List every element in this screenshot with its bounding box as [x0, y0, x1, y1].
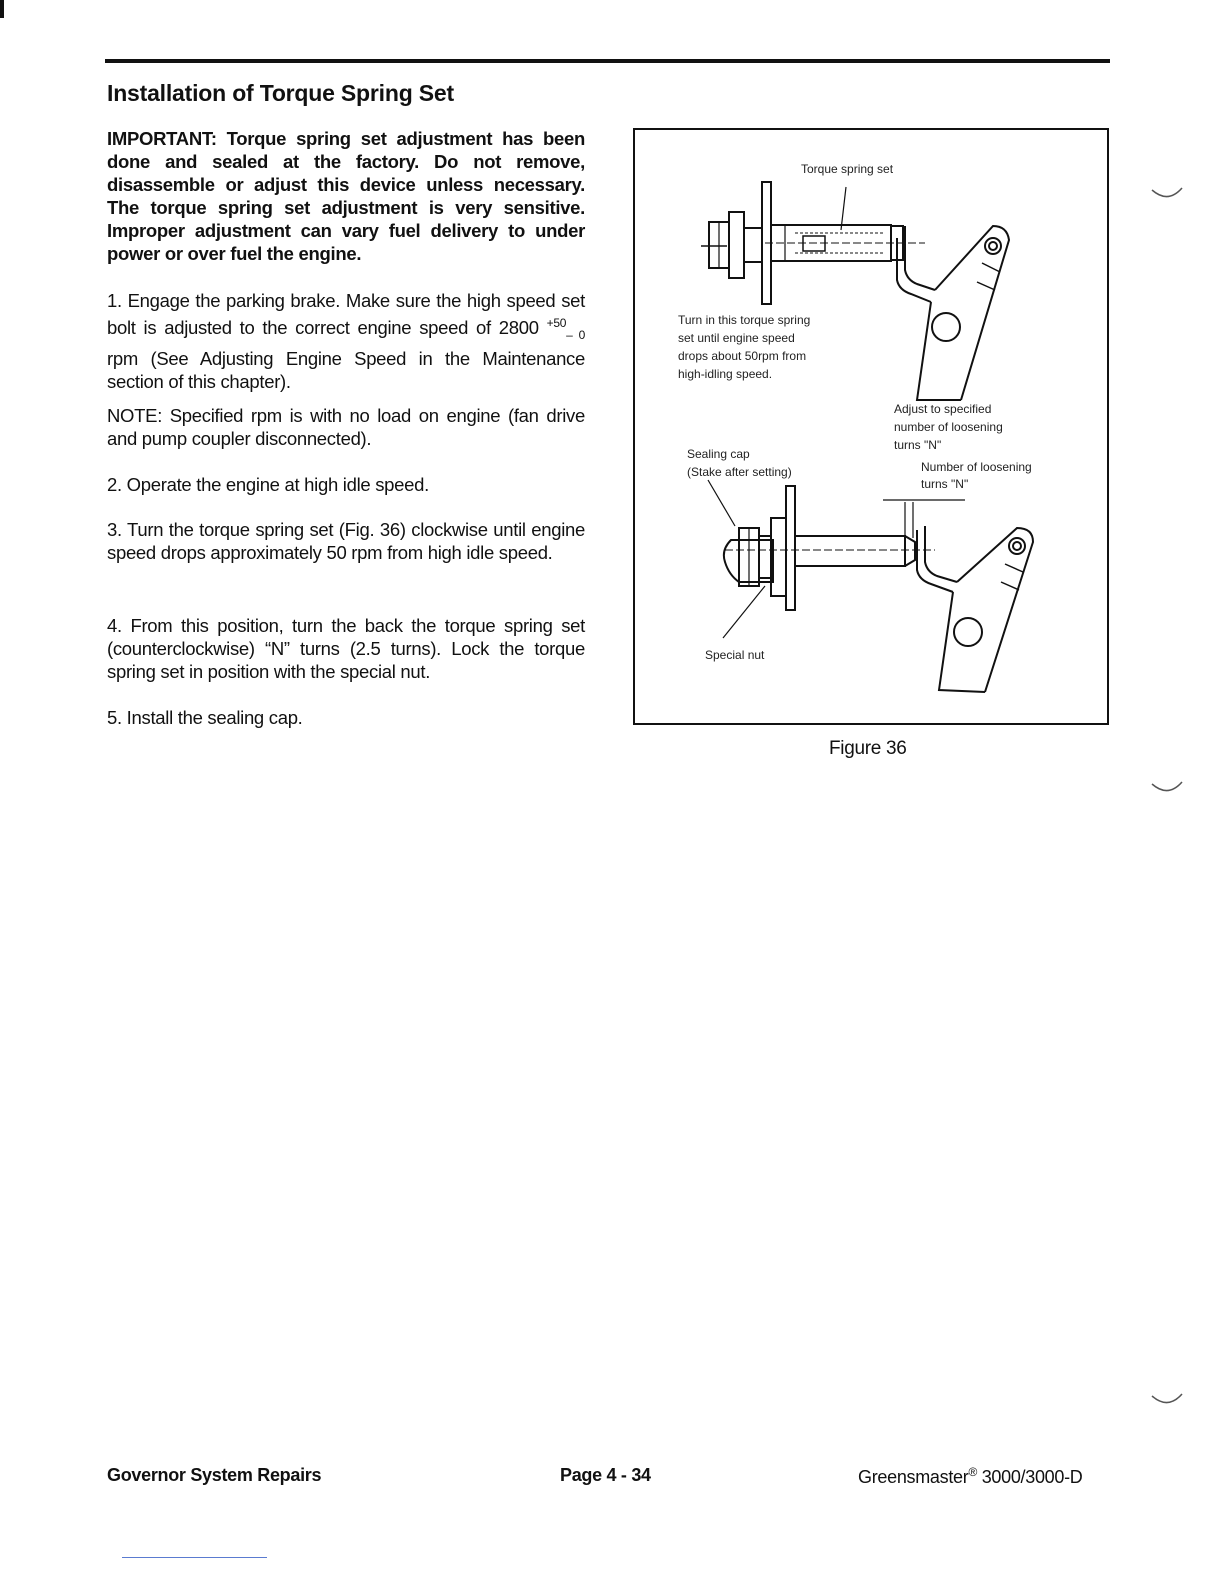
- label-number-of-turns-line-1: Number of loosening: [921, 460, 1032, 474]
- binding-mark: [0, 0, 4, 18]
- label-turn-in-line-3: drops about 50rpm from: [678, 349, 807, 363]
- label-adjust-line-2: number of loosening: [894, 420, 1003, 434]
- step-1: [107, 289, 585, 393]
- label-adjust-line-3: turns "N": [894, 438, 942, 452]
- step-5: 5. Install the sealing cap.: [107, 707, 303, 728]
- footer-model: 3000/3000-D: [977, 1467, 1083, 1487]
- label-number-of-turns-line-2: turns "N": [921, 477, 969, 491]
- label-special-nut: Special nut: [705, 648, 765, 662]
- margin-hole-mark: [1150, 780, 1184, 796]
- note: NOTE: Specified rpm is with no load on engine (fan drive and pump coupler disconnected).: [107, 405, 585, 449]
- footer-brand: Greensmaster: [858, 1467, 969, 1487]
- margin-hole-mark: [1150, 186, 1184, 202]
- step-1-tolerance-plus: +50: [546, 316, 567, 330]
- header-rule: [105, 59, 1110, 63]
- step-2: 2. Operate the engine at high idle speed.: [107, 474, 429, 495]
- bottom-rule: [122, 1557, 267, 1558]
- step-1-text-a: 1. Engage the parking brake. Make sure the high speed set bolt is adjusted to the correct engine speed of 2800: [107, 290, 585, 339]
- step-1-text-b: rpm (See Adjusting Engine Speed in the Maintenance section of this chapter).: [107, 347, 585, 392]
- torque-spring-diagram: [635, 130, 1107, 723]
- label-sealing-cap-line-1: Sealing cap: [687, 447, 750, 461]
- margin-hole-mark: [1150, 1392, 1184, 1408]
- label-turn-in-line-4: high-idling speed.: [678, 367, 773, 381]
- figure-caption: Figure 36: [829, 738, 907, 759]
- label-torque-spring-set: Torque spring set: [801, 162, 894, 176]
- step-1-tolerance-minus: – 0: [566, 327, 585, 342]
- label-sealing-cap-line-2: (Stake after setting): [687, 465, 792, 479]
- section-title: Installation of Torque Spring Set: [107, 80, 454, 106]
- footer-registered: ®: [968, 1465, 977, 1479]
- label-turn-in-line-2: set until engine speed: [678, 331, 795, 345]
- step-4: 4. From this position, turn the back the torque spring set (counterclockwise) “N” turns (2.5 turns). Lock the torque spring set in position with the special nut.: [107, 615, 585, 682]
- footer-product: [858, 1465, 1082, 1488]
- label-turn-in-line-1: Turn in this torque spring: [678, 313, 811, 327]
- footer-section: Governor System Repairs: [107, 1465, 322, 1485]
- figure-36: [633, 128, 1109, 725]
- step-3: 3. Turn the torque spring set (Fig. 36) clockwise until engine speed drops approximately 50 rpm from high idle speed.: [107, 519, 585, 563]
- important-notice: IMPORTANT: Torque spring set adjustment has been done and sealed at the factory. Do not remove, disassemble or adjust this device unless necessary. The torque spring set adjustment is very sensitive. Improper adjustment can vary fuel delivery to under power or over fuel the engine.: [107, 128, 585, 264]
- label-adjust-line-1: Adjust to specified: [894, 402, 992, 416]
- footer-page-number: Page 4 - 34: [560, 1465, 651, 1485]
